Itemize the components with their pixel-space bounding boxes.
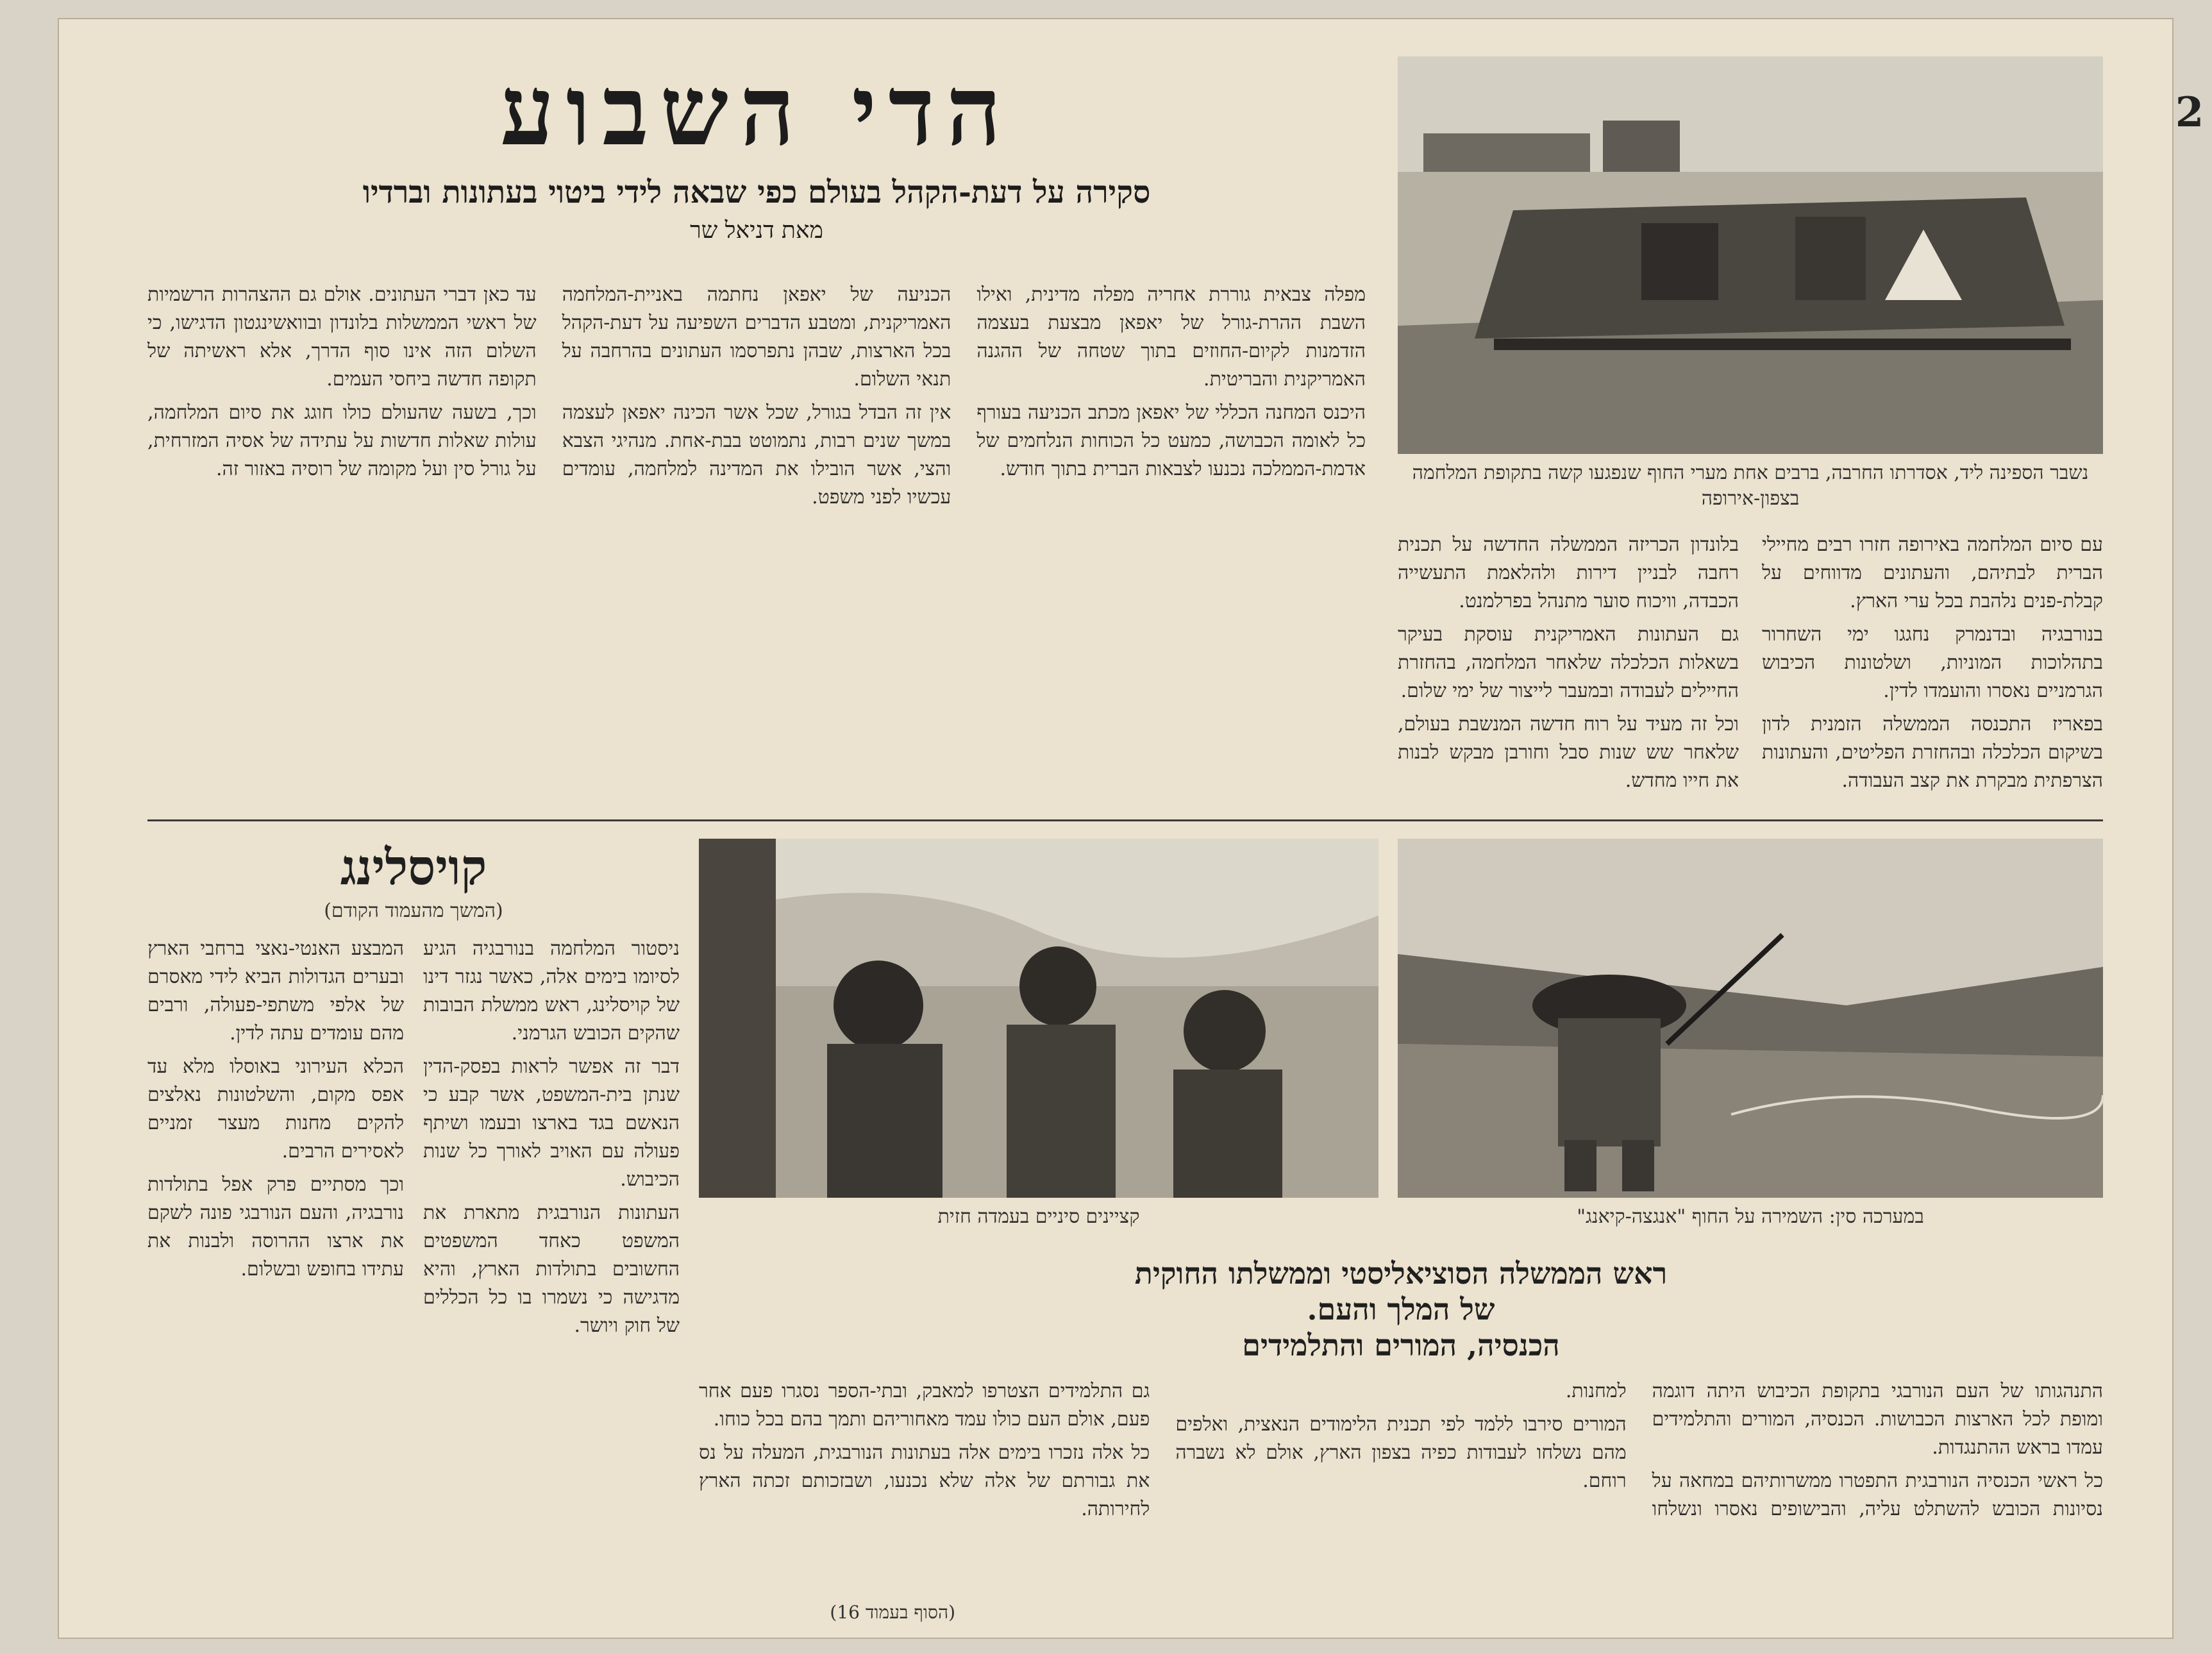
top-article-paragraph: מפלה צבאית גוררת אחריה מפלה מדינית, ואילו השבת ההרת-גורל של יאפאן מבצעת בעצמה הזדמנות לקיום-החוזים בתוך שטחה של ההגנה האמריקנית והבריטית. [976,283,1366,390]
top-article-paragraph: וכך, בשעה שהעולם כולו חוגג את סיום המלחמה, עולות שאלות חדשות על עתידה של אסיה המזרחית, על גורל סין ועל מקומה של רוסיה באזור זה. [147,401,537,480]
top-article-paragraph: הכניעה של יאפאן נחתמה באניית-המלחמה האמריקנית, ומטבע הדברים השפיעה על דעת-הקהל בכל הארצות, שבהן נתפרסמו העתונים בהרחבה על תנאי השלום. [562,283,951,390]
church-teachers-article [699,1377,2103,1595]
quisling-subtitle: (המשך מהעמוד הקודם) [324,900,503,922]
section-divider [147,819,2103,821]
river-guard-photo-image [1398,839,2103,1198]
subhead-line: של המלך והעם. [1307,1292,1495,1327]
officers-photo-image [699,839,1378,1198]
bottom-paragraph: גם התלמידים הצטרפו למאבק, ובתי-הספר נסגרו פעם אחר פעם, אולם העם כולו עמד מאחוריהם ותמך בהם בכל כוחו. [699,1380,1150,1431]
magazine-page [58,18,2204,1639]
mid-article-paragraph: בנורבגיה ובדנמרק נחגגו ימי השחרור בתהלוכות המוניות, ושלטונות הכיבוש הגרמניים נאסרו והועמדו לדין. [1762,623,2103,702]
top-article [147,281,1366,550]
bottom-paragraph: כל ראשי הכנסיה הנורבגית התפטרו ממשרותיהם במחאה על נסיונות הכובש להשתלט עליה, והבישופים נאסרו ונשלחו למחנות. [1565,1380,2103,1520]
quisling-paragraph: וכך מסתיים פרק אפל בתולדות נורבגיה, והעם הנורבגי פונה לשקם את ארצו ההרוסה ולבנות את עתידו בחופש ובשלום. [147,1173,404,1280]
subhead-line: הכנסיה, המורים והתלמידים [1242,1328,1560,1363]
mid-article-paragraph: בלונדון הכריזה הממשלה החדשה על תכנית רחבה לבניין דירות ולהלאמת התעשייה הכבדה, וויכוח סוער מתנהל בפרלמנט. [1398,533,1739,612]
quisling-paragraph: הכלא העירוני באוסלו מלא עד אפס מקום, והשלטונות נאלצים להקים מחנות מעצר זמניים לאסירים הרבים. [147,1055,404,1162]
top-article-paragraph: עד כאן דברי העתונים. אולם גם ההצהרות הרשמיות של ראשי הממשלות בלונדון ובוואשינגטון הדגישו, כי השלום הזה אינו סוף הדרך, אלא ראשיתה של תקופה חדשה ביחסי העמים. [147,283,537,390]
officers-photo [699,839,1378,1198]
top-article-paragraph: אין זה הבדל בגורל, שכל אשר הכינה יאפאן לעצמה במשך שנים רבות, נתמוטט בבת-אחת. מנהיגי הצבא והצי, אשר הובילו את המדינה למלחמה, עומדים עכשיו לפני משפט. [562,401,951,508]
quisling-article [147,935,680,1602]
byline: מאת דניאל שר [690,217,823,244]
page-header [147,56,1366,268]
river-guard-photo [1398,839,2103,1198]
mid-article-paragraph: עם סיום המלחמה באירופה חזרו רבים מחיילי הברית לבתיהם, והעתונים מדווחים על קבלת-פנים נלהבת בכל ערי הארץ. [1762,533,2103,612]
ship-photo-image [1398,56,2103,454]
ship-photo [1398,56,2103,454]
page-title: הדי השבוע [499,55,1013,167]
bottom-paragraph: כל אלה נזכרו בימים אלה בעתונות הנורבגית, המעלה על נס את גבורתם של אלה שלא נכנעו, ושבזכותם זכתה הארץ לחירותה. [699,1441,1150,1520]
bottom-paragraph: התנהגותו של העם הנורבגי בתקופת הכיבוש היתה דוגמה ומופת לכל הארצות הכבושות. הכנסיה, המורים והתלמידים עמדו בראש ההתנגדות. [1652,1380,2103,1459]
mid-article [1398,531,2103,800]
quisling-paragraph: דבר זה אפשר לראות בפסק-הדין שנתן בית-המשפט, אשר קבע כי הנאשם בגד בארצו ובעמו ושיתף פעולה עם האויב לאורך כל שנות הכיבוש. [423,1055,680,1191]
quisling-paragraph: העתונות הנורבגית מתארת את המשפט כאחד המשפטים החשובים בתולדות הארץ, והיא מדגישה כי נשמרו בו כל הכללים של חוק ויושר. [423,1202,680,1337]
bottom-paragraph: המורים סירבו ללמד לפי תכנית הלימודים הנאצית, ואלפים מהם נשלחו לעבודות כפיה בצפון הארץ, אולם לא נשברה רוחם. [1175,1413,1627,1492]
top-article-paragraph: היכנס המחנה הכללי של יאפאן מכתב הכניעה בעורף כל לאומה הכבושה, כמעט כל הכוחות הנלחמים של אדמת-הממלכה נכנעו לצבאות הברית בתוך חודש. [976,401,1366,480]
church-teachers-subhead [699,1255,2103,1371]
mid-article-paragraph: וכל זה מעיד על רוח חדשה המנשבת בעולם, שלאחר שש שנות סבל וחורבן מבקש לבנות את חייו מחדש. [1398,713,1739,792]
river-guard-caption: במערכה סין: השמירה על החוף "אנגצה-קיאנג" [1577,1205,1924,1228]
subhead-line: ראש הממשלה הסוציאליסטי וממשלתו החוקית [1134,1256,1668,1291]
mid-article-paragraph: בפאריז התכנסה הממשלה הזמנית לדון בשיקום הכלכלה ובהחזרת הפליטים, והעתונות הצרפתית מבקרת את קצב העבודה. [1762,713,2103,792]
ship-photo-caption: נשבר הספינה ליד, אסדרתו החרבה, ברבים אחת מערי החוף שנפגעו קשה בתקופת המלחמה בצפון-אירופה [1412,462,2089,510]
page-number: 2 [2175,88,2204,137]
officers-caption: קציינים סיניים בעמדה חזית [937,1205,1140,1228]
page-subtitle: סקירה על דעת-הקהל בעולם כפי שבאה לידי ביטוי בעתונות וברדיו [362,174,1151,210]
mid-article-paragraph: גם העתונות האמריקנית עוסקת בעיקר בשאלות הכלכלה שלאחר המלחמה, בהחזרת החיילים לעבודה ובמעבר לייצור של ימי שלום. [1398,623,1739,702]
continued-note: (הסוף בעמוד 16) [830,1602,955,1623]
quisling-paragraph: ניסטור המלחמה בנורבגיה הגיע לסיומו בימים אלה, כאשר נגזר דינו של קויסלינג, ראש ממשלת הבובות שהקים הכובש הגרמני. [423,937,680,1045]
quisling-paragraph: המבצע האנטי-נאצי ברחבי הארץ ובערים הגדולות הביא לידי מאסרם של אלפי משתפי-פעולה, ורבים מהם עומדים עתה לדין. [147,937,404,1045]
quisling-title: קויסלינג [340,839,487,896]
